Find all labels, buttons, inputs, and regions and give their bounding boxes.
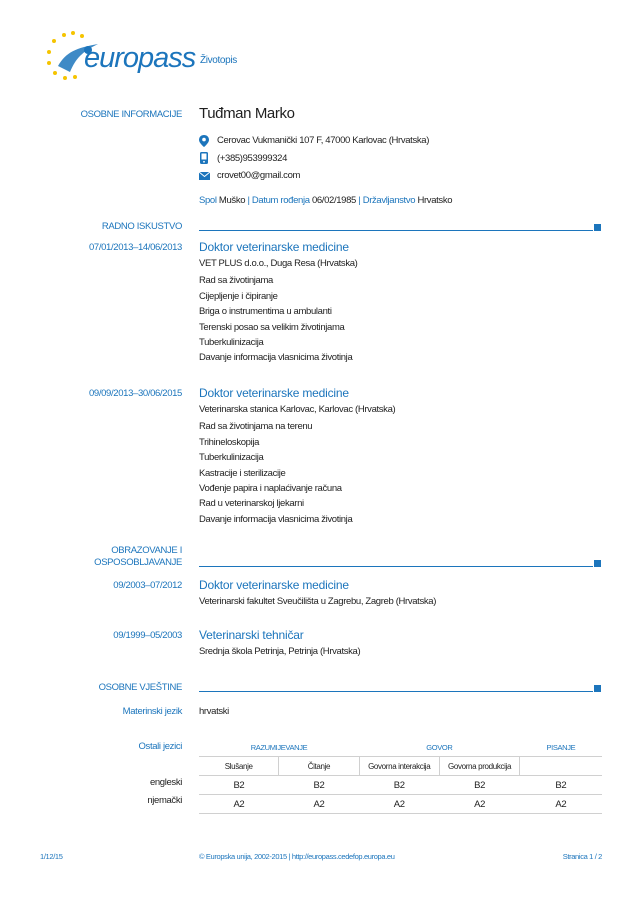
list-item: Davanje informacija vlasnicima životinja — [199, 513, 353, 525]
list-item: Davanje informacija vlasnicima životinja — [199, 352, 353, 364]
subheader-spoken-interaction: Govorna interakcija — [359, 757, 439, 776]
institution: Veterinarski fakultet Sveučilišta u Zagrebu, Zagreb (Hrvatska) — [199, 596, 437, 607]
level-cell: A2 — [279, 795, 359, 814]
level-cell: B2 — [439, 776, 519, 795]
work-entry-1 — [199, 240, 357, 366]
gender-value: Muško — [218, 195, 246, 206]
employer: Veterinarska stanica Karlovac, Karlovac (Hrvatska) — [199, 404, 396, 415]
level-cell: B2 — [520, 776, 602, 795]
subheader-reading: Čitanje — [279, 757, 359, 776]
footer-date: 1/12/15 — [40, 852, 63, 861]
nationality-value: Hrvatsko — [417, 195, 453, 206]
address: Cerovac Vukmanički 107 F, 47000 Karlovac (Hrvatska) — [217, 135, 430, 146]
level-cell: B2 — [279, 776, 359, 795]
section-label-work: RADNO ISKUSTVO — [101, 221, 182, 232]
level-cell: B2 — [359, 776, 439, 795]
table-row — [199, 795, 602, 814]
list-item: Terenski posao sa velikim životinjama — [199, 321, 345, 333]
list-item: Trihineloskopija — [199, 436, 260, 448]
separator: | — [247, 195, 250, 206]
language-name: engleski — [149, 777, 182, 788]
job-title: Doktor veterinarske medicine — [199, 386, 349, 400]
qualification-title: Veterinarski tehničar — [199, 628, 304, 642]
section-divider — [199, 566, 593, 567]
phone-number: (+385)953999324 — [217, 153, 288, 164]
work-entry-2 — [199, 386, 395, 527]
edu-dates-1: 09/2003–07/2012 — [113, 580, 182, 591]
email-icon — [199, 172, 210, 183]
location-pin-icon — [199, 135, 209, 150]
level-cell: B2 — [199, 776, 279, 795]
mother-tongue-label: Materinski jezik — [122, 706, 182, 717]
nationality-label: Državljanstvo — [362, 195, 416, 206]
birthdate-label: Datum rođenja — [251, 195, 310, 206]
level-cell: A2 — [520, 795, 602, 814]
list-item: Tuberkulinizacija — [199, 452, 264, 464]
language-table — [199, 738, 602, 814]
level-cell: A2 — [199, 795, 279, 814]
section-label-education — [40, 545, 182, 569]
document-title: Životopis — [200, 55, 237, 66]
section-divider — [199, 691, 593, 692]
logo-text: europass — [84, 42, 196, 74]
subheader-writing-empty — [520, 757, 602, 776]
section-marker — [594, 685, 601, 692]
header-speaking: GOVOR — [359, 738, 520, 757]
edu-entry-2 — [199, 628, 360, 659]
list-item: Tuberkulinizacija — [199, 337, 264, 349]
list-item: Rad sa životinjama na terenu — [199, 421, 313, 433]
table-row — [199, 776, 602, 795]
work-dates-1: 07/01/2013–14/06/2013 — [88, 242, 182, 253]
gender-label: Spol — [199, 195, 217, 206]
mother-tongue-value: hrvatski — [199, 706, 229, 717]
header-understanding: RAZUMIJEVANJE — [199, 738, 359, 757]
job-title: Doktor veterinarske medicine — [199, 240, 349, 254]
footer-page-number: Stranica 1 / 2 — [562, 852, 602, 861]
subheader-spoken-production: Govorna produkcija — [439, 757, 519, 776]
section-marker — [594, 224, 601, 231]
personal-details-line — [199, 195, 452, 206]
email-address[interactable]: crovet00@gmail.com — [217, 170, 301, 181]
header-writing: PISANJE — [520, 738, 602, 757]
work-dates-2: 09/09/2013–30/06/2015 — [88, 388, 182, 399]
birthdate-value: 06/02/1985 — [311, 195, 356, 206]
section-marker — [594, 560, 601, 567]
section-label-line: OBRAZOVANJE I — [111, 545, 182, 556]
qualification-title: Doktor veterinarske medicine — [199, 578, 349, 592]
employer: VET PLUS d.o.o., Duga Resa (Hrvatska) — [199, 258, 358, 269]
list-item: Kastracije i sterilizacije — [199, 467, 286, 479]
person-name: Tuđman Marko — [199, 105, 295, 122]
edu-entry-1 — [199, 578, 436, 609]
section-divider — [199, 230, 593, 231]
level-cell: A2 — [439, 795, 519, 814]
section-label-line: OSPOSOBLJAVANJE — [94, 557, 182, 568]
list-item: Rad sa životinjama — [199, 275, 273, 287]
other-languages-label: Ostali jezici — [138, 741, 182, 752]
footer-copyright[interactable]: © Europska unija, 2002-2015 | http://europass.cedefop.europa.eu — [199, 852, 395, 861]
institution: Srednja škola Petrinja, Petrinja (Hrvatska) — [199, 646, 361, 657]
list-item: Briga o instrumentima u ambulanti — [199, 306, 332, 318]
section-label-skills: OSOBNE VJEŠTINE — [98, 682, 182, 693]
language-name: njemački — [147, 795, 182, 806]
list-item: Cijepljenje i čipiranje — [199, 290, 278, 302]
phone-icon — [200, 152, 208, 167]
subheader-listening: Slušanje — [199, 757, 279, 776]
level-cell: A2 — [359, 795, 439, 814]
list-item: Rad u veterinarskoj ljekarni — [199, 498, 304, 510]
europass-logo — [40, 30, 200, 82]
list-item: Vođenje papira i naplaćivanje računa — [199, 483, 342, 495]
separator: | — [358, 195, 361, 206]
section-label-personal: OSOBNE INFORMACIJE — [80, 109, 182, 120]
edu-dates-2: 09/1999–05/2003 — [113, 630, 182, 641]
